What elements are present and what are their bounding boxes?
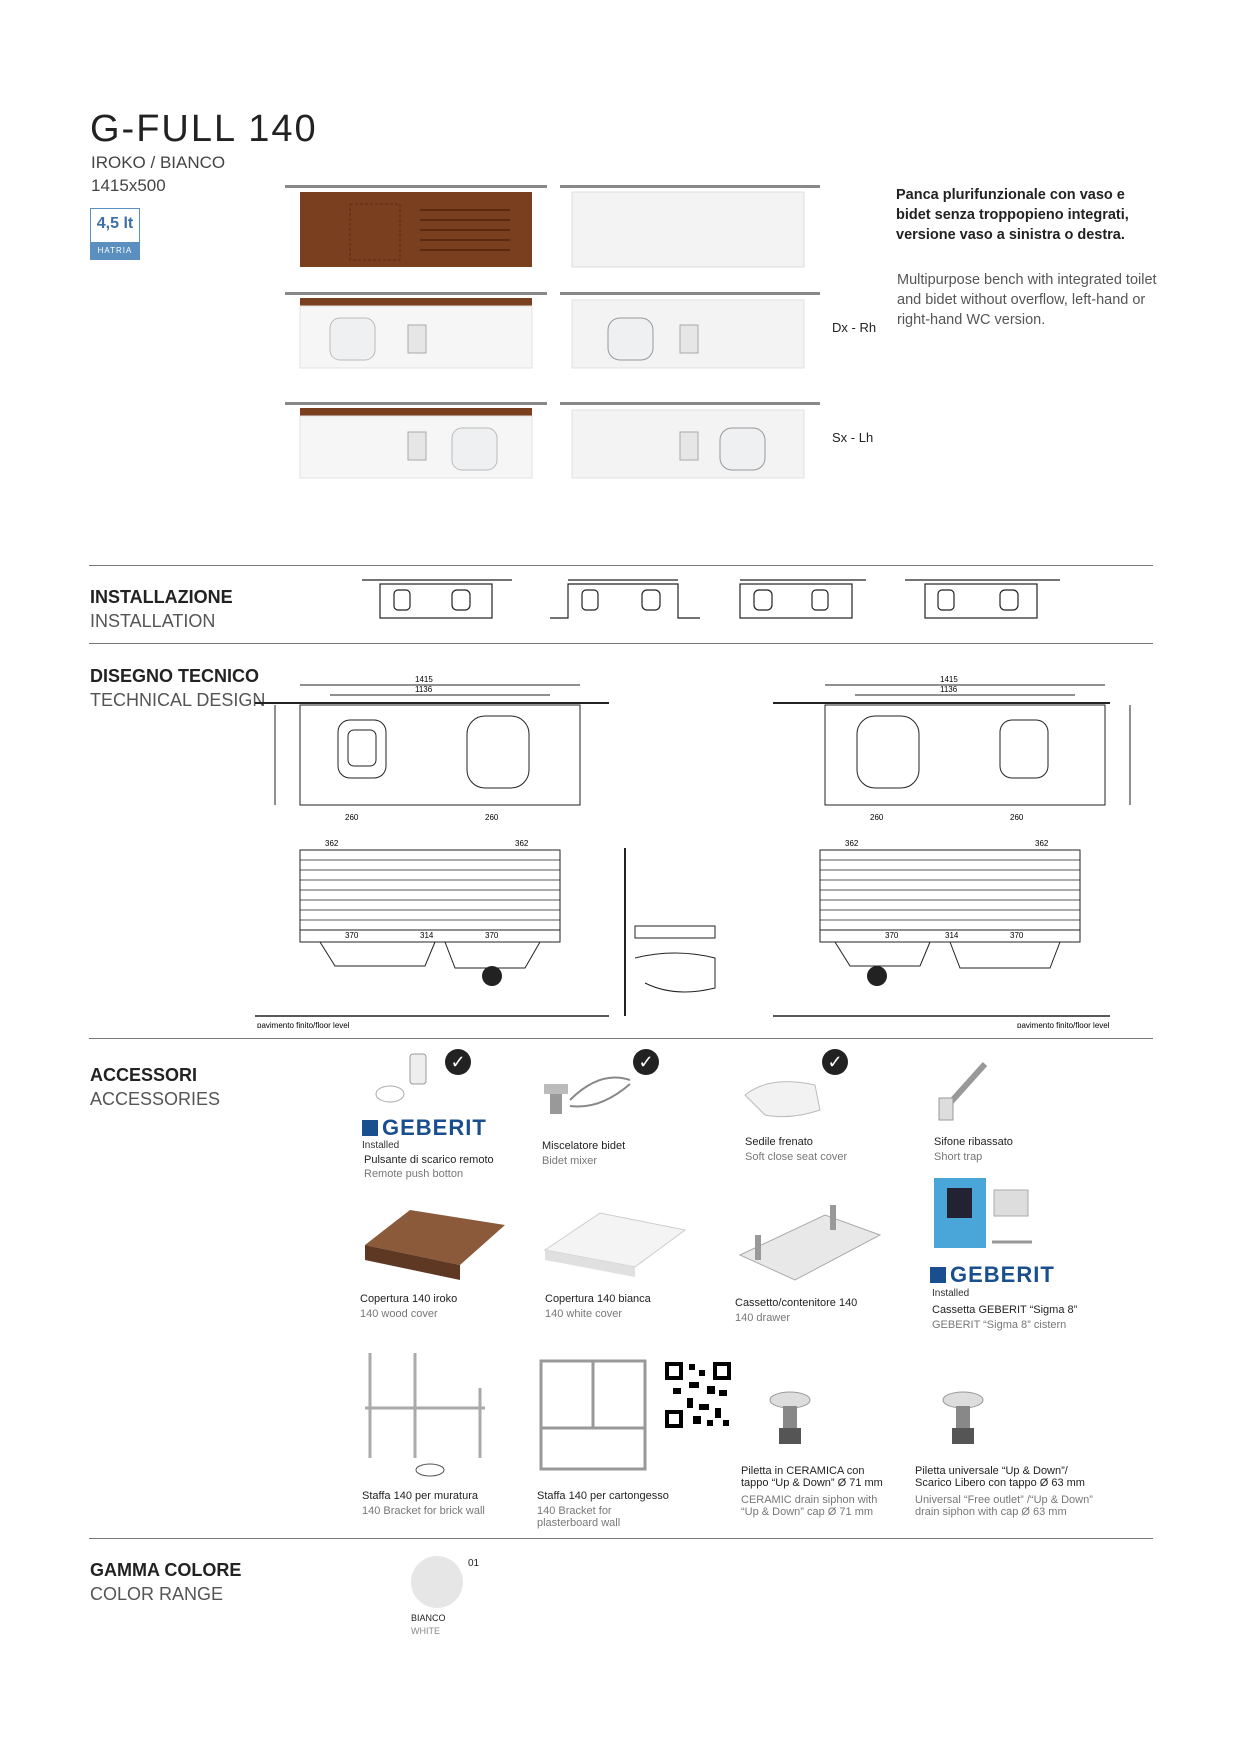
version-right-label: Dx - Rh: [832, 320, 877, 335]
floor-label-left: pavimento finito/floor level: [257, 1021, 350, 1028]
dim-370-d: 370: [1010, 931, 1024, 940]
geberit-logo: [930, 1262, 1055, 1288]
product-photos: [280, 180, 820, 490]
included-check-icon: ✓: [445, 1049, 471, 1075]
divider: [89, 1538, 1153, 1539]
floor-label-right: pavimento finito/floor level: [1017, 1021, 1110, 1028]
included-check-icon: ✓: [633, 1049, 659, 1075]
installed-label: Installed: [932, 1288, 970, 1299]
dim-inner-right: 1136: [940, 685, 958, 694]
accessory-name-en: Universal “Free outlet” /“Up & Down” drain siphon with cap Ø 63 mm: [915, 1494, 1093, 1518]
drawer-image: [735, 1195, 885, 1295]
white-cover-image: [572, 192, 804, 267]
flush-volume-badge: [90, 208, 140, 260]
brick-bracket-image: [360, 1348, 490, 1483]
color-swatch-bianco[interactable]: [411, 1556, 463, 1608]
qr-code-icon[interactable]: [663, 1360, 733, 1430]
accessory-name-en: Bidet mixer: [542, 1155, 598, 1167]
dim-total-left: 1415: [415, 675, 433, 684]
section-technical-it: DISEGNO TECNICO: [90, 666, 260, 686]
dim-inner-left: 1136: [415, 685, 433, 694]
accessory-name-en: GEBERIT “Sigma 8” cistern: [932, 1319, 1067, 1331]
product-photos-svg: [280, 180, 820, 490]
push-button-image: [370, 1052, 440, 1110]
section-installation-en: INSTALLATION: [90, 611, 216, 631]
accessory-name-en: 140 white cover: [545, 1308, 623, 1320]
accessory-name-en: 140 Bracket for brick wall: [362, 1505, 485, 1517]
dim-370-b: 370: [485, 931, 499, 940]
geberit-square-icon: [362, 1120, 378, 1136]
white-cover-accessory-image: [540, 1205, 690, 1285]
accessory-name-en: Short trap: [934, 1151, 983, 1163]
accessory-name: Cassetto/contenitore 140: [735, 1297, 858, 1309]
geberit-brand: GEBERIT: [382, 1115, 487, 1140]
dim-total-right: 1415: [940, 675, 958, 684]
wood-cover-accessory-image: [360, 1205, 510, 1293]
accessory-name-en: Remote push botton: [364, 1168, 464, 1180]
dim-370-c: 370: [885, 931, 899, 940]
color-name-en: WHITE: [411, 1626, 440, 1636]
section-installation-it: INSTALLAZIONE: [90, 587, 233, 607]
technical-drawing: [195, 668, 1155, 1028]
accessory-name: Staffa 140 per cartongesso: [537, 1490, 669, 1502]
dim-260-c: 260: [870, 813, 884, 822]
dim-362-d: 362: [1035, 839, 1049, 848]
accessory-name: Sedile frenato: [745, 1136, 813, 1148]
dim-314-a: 314: [420, 931, 434, 940]
accessory-name-en: 140 Bracket for plasterboard wall: [537, 1505, 621, 1529]
product-finish: IROKO / BIANCO: [91, 153, 226, 172]
plasterboard-bracket-image: [538, 1358, 648, 1473]
section-accessories-it: ACCESSORI: [90, 1065, 198, 1085]
ceramic-drain-image: [765, 1390, 815, 1450]
product-title: G-FULL 140: [90, 108, 318, 150]
accessory-name: Pulsante di scarico remoto: [364, 1154, 494, 1166]
version-left-label: Sx - Lh: [832, 430, 874, 445]
color-name-it: BIANCO: [411, 1613, 446, 1623]
seat-cover-image: [740, 1075, 830, 1125]
accessory-name-en: CERAMIC drain siphon with “Up & Down” cap Ø 71 mm: [741, 1494, 878, 1518]
accessory-name-en: Soft close seat cover: [745, 1151, 848, 1163]
dim-260-b: 260: [485, 813, 499, 822]
dim-260-d: 260: [1010, 813, 1024, 822]
dim-314-b: 314: [945, 931, 959, 940]
accessory-name-en: 140 drawer: [735, 1312, 791, 1324]
description-en: Multipurpose bench with integrated toilet and bidet without overflow, left-hand or right-hand WC version.: [897, 272, 1157, 328]
divider: [89, 565, 1153, 566]
accessory-name: Staffa 140 per muratura: [362, 1490, 478, 1502]
dim-362-c: 362: [845, 839, 859, 848]
accessory-name-en: 140 wood cover: [360, 1308, 438, 1320]
section-accessories-en: ACCESSORIES: [90, 1089, 221, 1109]
universal-drain-image: [938, 1390, 988, 1450]
divider: [89, 1038, 1153, 1039]
accessory-name: Miscelatore bidet: [542, 1140, 626, 1152]
dim-370-a: 370: [345, 931, 359, 940]
accessory-name: Piletta universale “Up & Down”/ Scarico Libero con tappo Ø 63 mm: [915, 1465, 1085, 1489]
section-color-en: COLOR RANGE: [90, 1584, 224, 1604]
accessory-name: Cassetta GEBERIT “Sigma 8”: [932, 1304, 1078, 1316]
dim-260-a: 260: [345, 813, 359, 822]
color-code: 01: [468, 1558, 480, 1569]
accessory-name: Copertura 140 iroko: [360, 1293, 458, 1305]
installed-label: Installed: [362, 1140, 400, 1151]
bidet-mixer-image: [540, 1070, 640, 1130]
installation-diagrams: [360, 578, 1140, 628]
accessory-name: Copertura 140 bianca: [545, 1293, 651, 1305]
badge-volume: 4,5 lt: [96, 215, 134, 232]
accessory-name: Sifone ribassato: [934, 1136, 1013, 1148]
geberit-logo: [362, 1115, 487, 1141]
divider: [89, 643, 1153, 644]
section-color-it: GAMMA COLORE: [90, 1560, 242, 1580]
dim-362-b: 362: [515, 839, 529, 848]
included-check-icon: ✓: [822, 1049, 848, 1075]
badge-label: HATRIA: [91, 242, 139, 259]
section-technical-en: TECHNICAL DESIGN: [90, 690, 266, 710]
dim-362-a: 362: [325, 839, 339, 848]
cistern-image: [932, 1176, 1052, 1256]
accessory-name: Piletta in CERAMICA con tappo “Up & Down” Ø 71 mm: [741, 1465, 883, 1489]
geberit-brand: GEBERIT: [950, 1262, 1055, 1287]
short-trap-image: [935, 1058, 995, 1123]
geberit-square-icon: [930, 1267, 946, 1283]
description-it: Panca plurifunzionale con vaso e bidet senza troppopieno integrati, versione vaso a sinistra o destra.: [896, 187, 1129, 243]
product-size: 1415x500: [91, 176, 166, 195]
